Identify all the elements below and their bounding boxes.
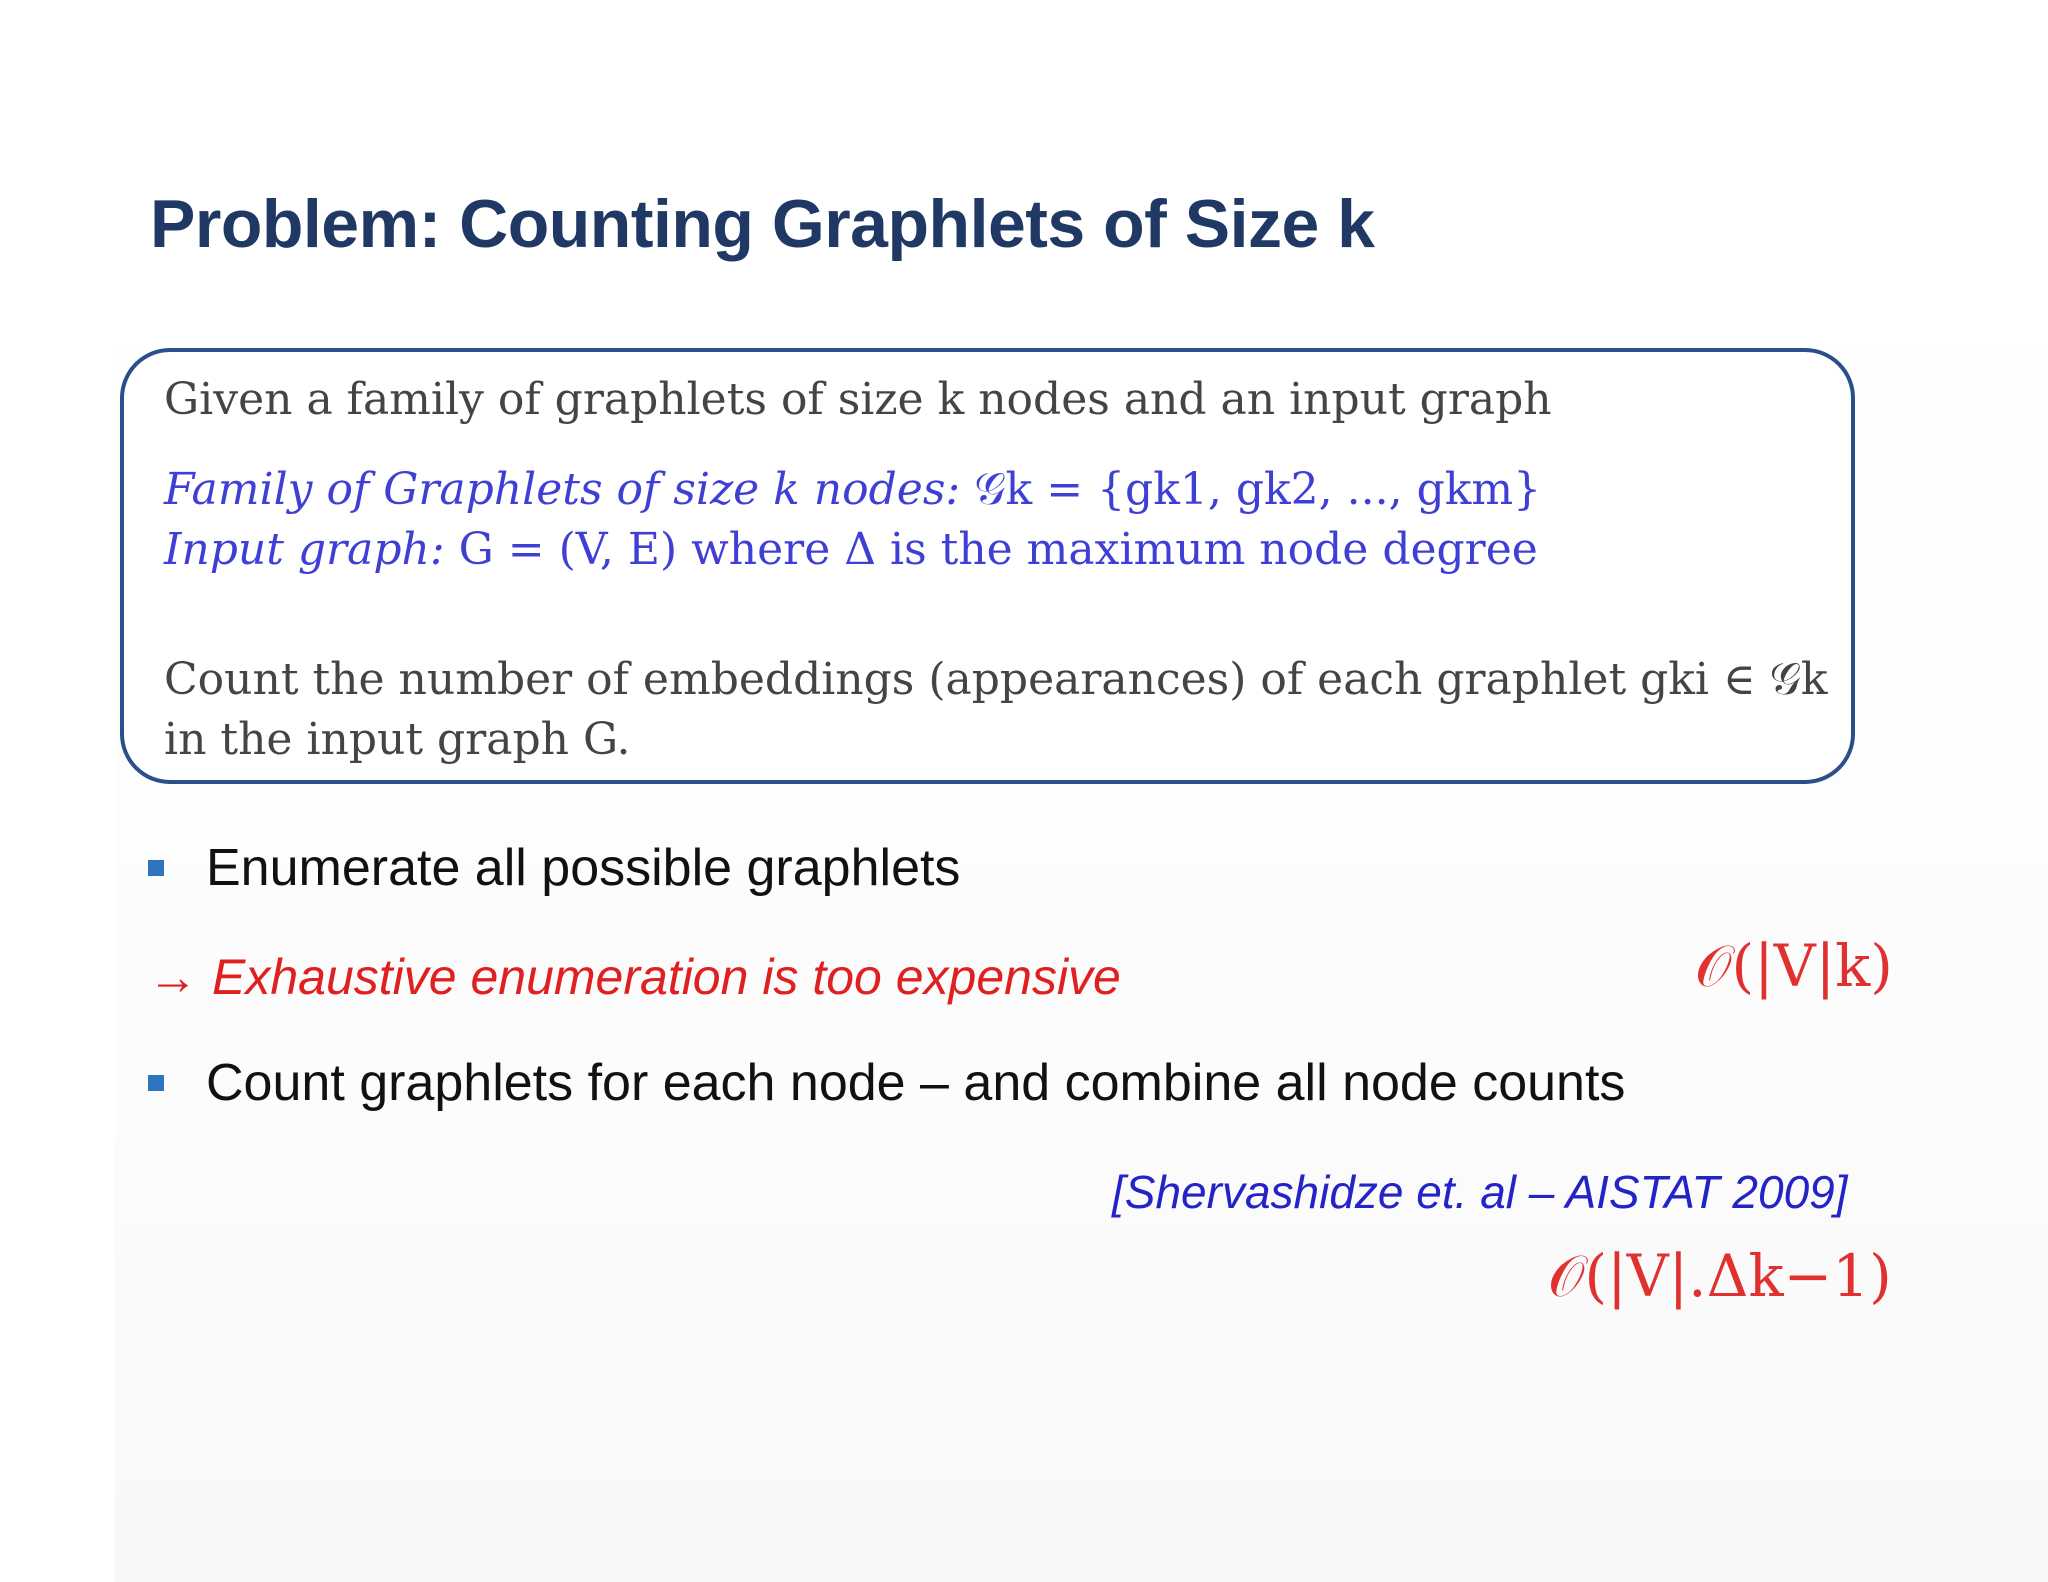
task-line-2: in the input graph G. xyxy=(164,714,631,765)
input-label: Input graph: xyxy=(164,524,445,575)
bullet-enumerate: Enumerate all possible graphlets xyxy=(206,839,961,897)
bullet-count: Count graphlets for each node – and combine all node counts xyxy=(206,1054,1626,1112)
citation: [Shervashidze et. al – AISTAT 2009] xyxy=(1112,1166,1848,1218)
task-line-1: Count the number of embeddings (appearances) of each graphlet gki ∈ 𝒢k xyxy=(164,654,1828,705)
bullet-square-icon xyxy=(148,1075,164,1091)
exhaustive-note xyxy=(148,948,1121,1006)
family-definition xyxy=(164,464,1541,515)
per-node-complexity: 𝒪(|V|.Δk−1) xyxy=(1548,1242,1892,1310)
bullet-square-icon xyxy=(148,860,164,876)
family-label: Family of Graphlets of size k nodes: xyxy=(164,464,961,515)
definition-intro: Given a family of graphlets of size k nodes and an input graph xyxy=(164,374,1552,425)
input-graph-definition xyxy=(164,524,1538,575)
slide-title: Problem: Counting Graphlets of Size k xyxy=(150,186,1375,262)
exhaustive-complexity: 𝒪(|V|k) xyxy=(1695,932,1893,1000)
exhaustive-note-text: Exhaustive enumeration is too expensive xyxy=(212,949,1121,1005)
input-formula: G = (V, E) where Δ is the maximum node degree xyxy=(458,524,1538,575)
definition-box xyxy=(120,348,1855,784)
right-arrow-icon: → xyxy=(148,949,198,1005)
family-formula: 𝒢k = {gk1, gk2, ..., gkm} xyxy=(974,464,1542,515)
